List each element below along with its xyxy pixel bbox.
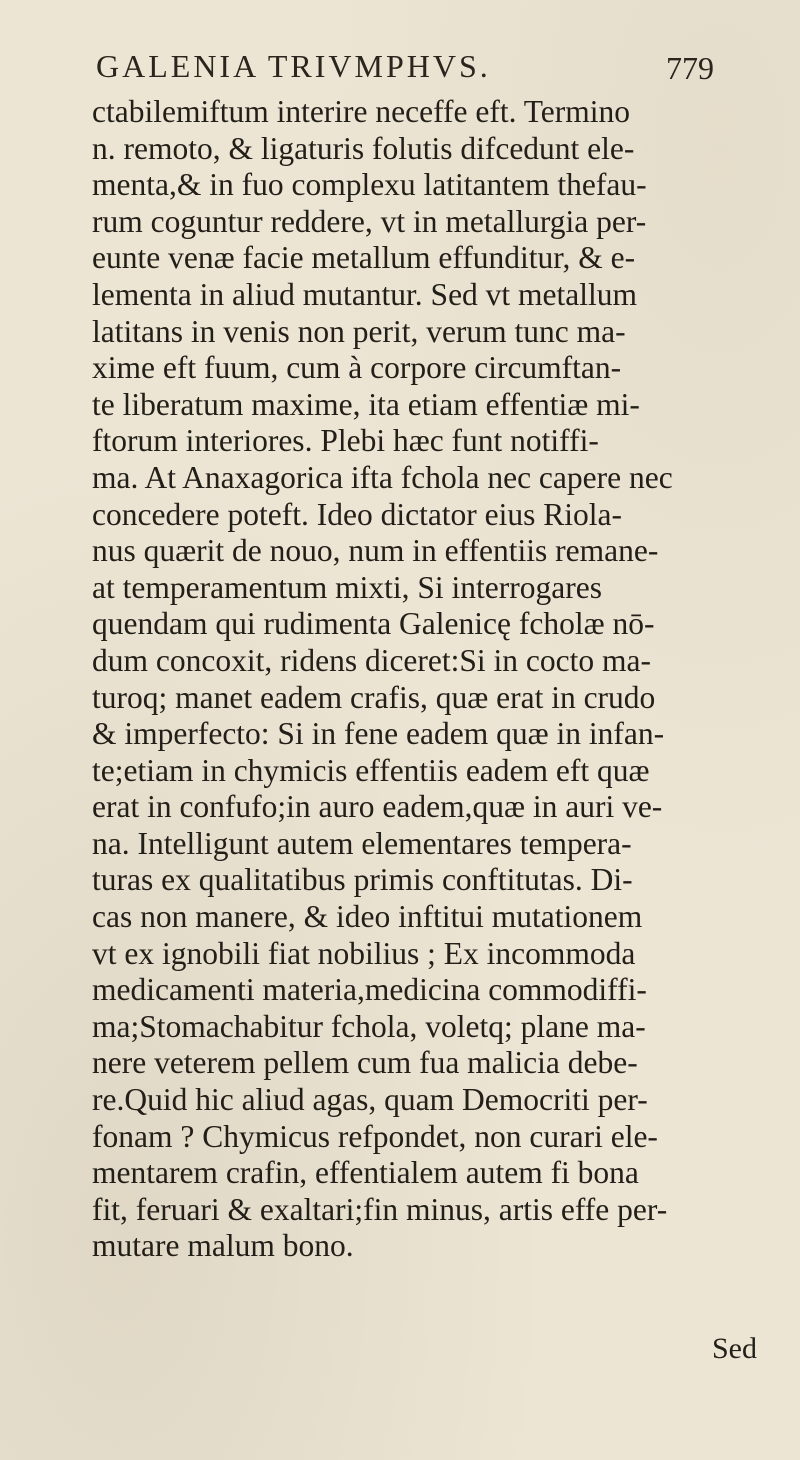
text-line: ma;Stomachabitur fchola, voletq; plane ma- — [92, 1008, 646, 1044]
text-line: cas non manere, & ideo inftitui mutationem — [92, 899, 643, 935]
text-line: lementa in aliud mutantur. Sed vt metallum — [92, 276, 638, 312]
text-line: te liberatum maxime, ita etiam effentiæ mi- — [92, 386, 640, 422]
text-line: mentarem crafin, effentialem autem fi bona — [92, 1155, 639, 1191]
text-line: nere veterem pellem cum fua malicia debe- — [92, 1045, 638, 1081]
page-number: 779 — [666, 50, 714, 86]
text-line: rum coguntur reddere, vt in metallurgia per- — [92, 203, 647, 239]
text-line: fonam ? Chymicus refpondet, non curari ele- — [92, 1118, 658, 1154]
text-line: re.Quid hic aliud agas, quam Democriti per- — [92, 1082, 648, 1118]
text-line: fit, feruari & exaltari;fin minus, artis effe per- — [92, 1191, 668, 1227]
text-line: vt ex ignobili fiat nobilius ; Ex incommoda — [92, 935, 636, 971]
text-line: quendam qui rudimenta Galenicę fcholæ nō- — [92, 606, 655, 642]
text-line: ma. At Anaxagorica ifta fchola nec capere nec — [92, 459, 673, 495]
text-line: dum concoxit, ridens diceret:Si in cocto ma- — [92, 642, 651, 678]
text-line: mutare malum bono. — [92, 1228, 354, 1264]
text-line: turoq; manet eadem crafis, quæ erat in crudo — [92, 679, 656, 715]
text-line: turas ex qualitatibus primis conftitutas. Di- — [92, 862, 633, 898]
page-header — [96, 42, 736, 92]
text-line: menta,& in fuo complexu latitantem thefau- — [92, 167, 647, 203]
text-line: at temperamentum mixti, Si interrogares — [92, 569, 602, 605]
catchword: Sed — [712, 1332, 757, 1365]
text-line: concedere poteft. Ideo dictator eius Riola- — [92, 496, 623, 532]
text-line: te;etiam in chymicis effentiis eadem eft quæ — [92, 752, 650, 788]
text-line: eunte venæ facie metallum effunditur, & e- — [92, 240, 636, 276]
running-head: GALENIA TRIVMPHVS. — [96, 48, 491, 84]
text-line: ftorum interiores. Plebi hæc funt notiffi- — [92, 423, 599, 459]
body-text — [92, 94, 782, 1265]
text-line: ctabilemiftum interire neceffe eft. Termino — [92, 94, 631, 129]
text-line: xime eft fuum, cum à corpore circumftan- — [92, 350, 622, 386]
text-line: n. remoto, & ligaturis folutis difcedunt ele- — [92, 130, 635, 166]
text-line: latitans in venis non perit, verum tunc ma- — [92, 313, 626, 349]
text-line: medicamenti materia,medicina commodiffi- — [92, 972, 647, 1008]
text-line: & imperfecto: Si in fene eadem quæ in infan- — [92, 716, 665, 752]
text-line: na. Intelligunt autem elementares tempera- — [92, 825, 632, 861]
text-line: nus quærit de nouo, num in effentiis remane- — [92, 533, 659, 569]
text-line: erat in confufo;in auro eadem,quæ in auri ve- — [92, 789, 663, 825]
